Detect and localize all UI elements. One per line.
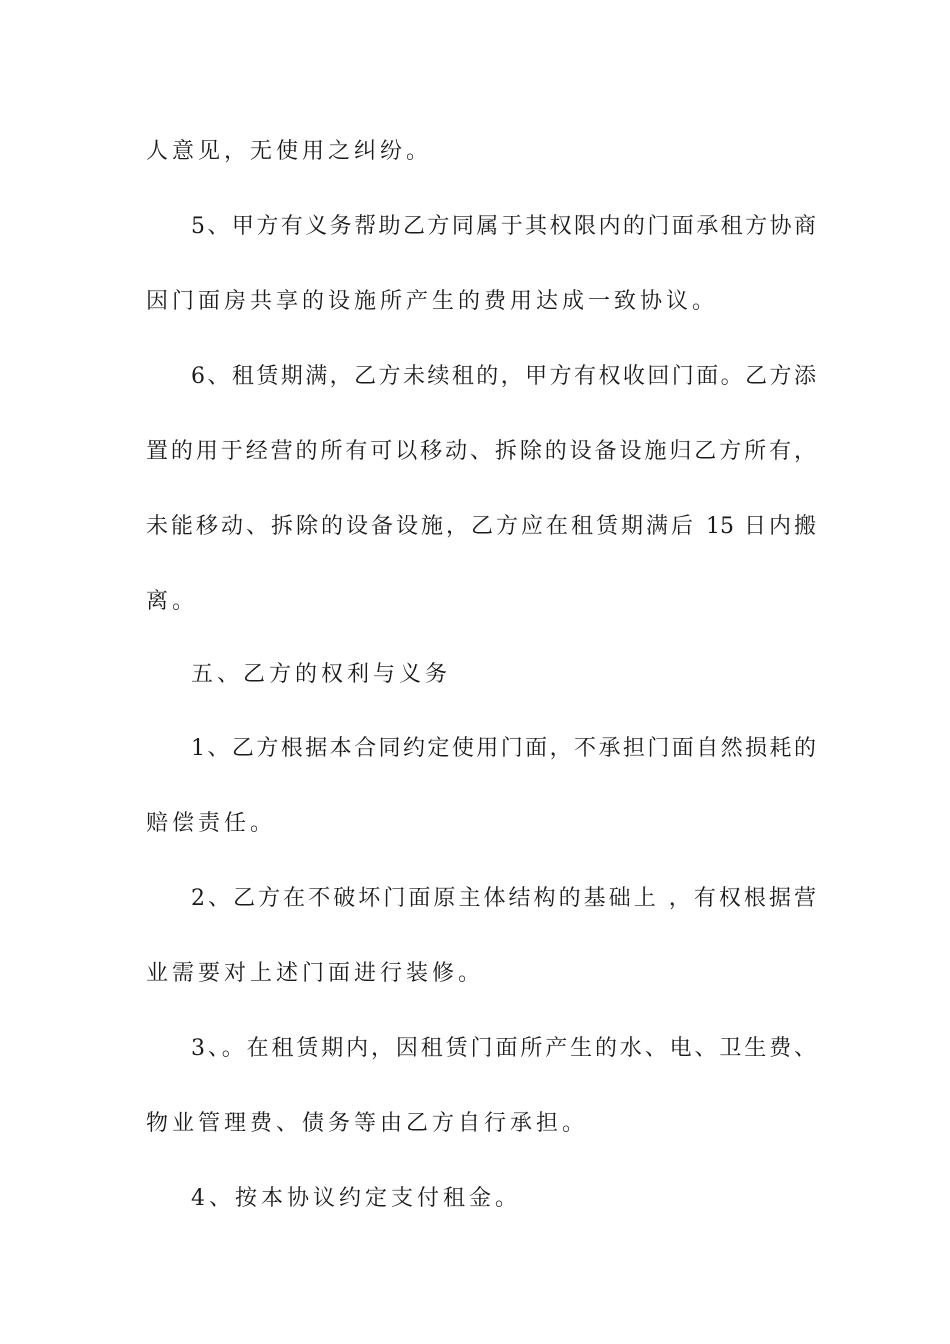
text-line-6: 未能移动、拆除的设备设施，乙方应在租赁期满后 15 日内搬 [146,514,816,539]
text-line-5: 置的用于经营的所有可以移动、拆除的设备设施归乙方所有， [146,439,816,464]
text-line-12: 业需要对上述门面进行装修。 [146,961,485,986]
text-line-14: 物业管理费、债务等由乙方自行承担。 [146,1111,589,1136]
text-line-10: 赔偿责任。 [146,811,277,836]
text-line-13: 3、。在租赁期内，因租赁门面所产生的水、电、卫生费、 [191,1036,816,1061]
text-line-4: 6、租赁期满，乙方未续租的，甲方有权收回门面。乙方添 [191,364,816,389]
text-line-2: 5、甲方有义务帮助乙方同属于其权限内的门面承租方协商 [191,214,816,239]
text-line-7: 离。 [146,589,199,614]
section-heading: 五、乙方的权利与义务 [191,662,452,687]
text-line-15: 4、按本协议约定支付租金。 [191,1186,521,1211]
text-line-3: 因门面房共享的设施所产生的费用达成一致协议。 [146,289,719,314]
text-line-1: 人意见，无使用之纠纷。 [146,139,433,164]
text-line-11: 2、乙方在不破坏门面原主体结构的基础上 ，有权根据营 [191,886,816,911]
text-line-9: 1、乙方根据本合同约定使用门面，不承担门面自然损耗的 [191,736,816,761]
